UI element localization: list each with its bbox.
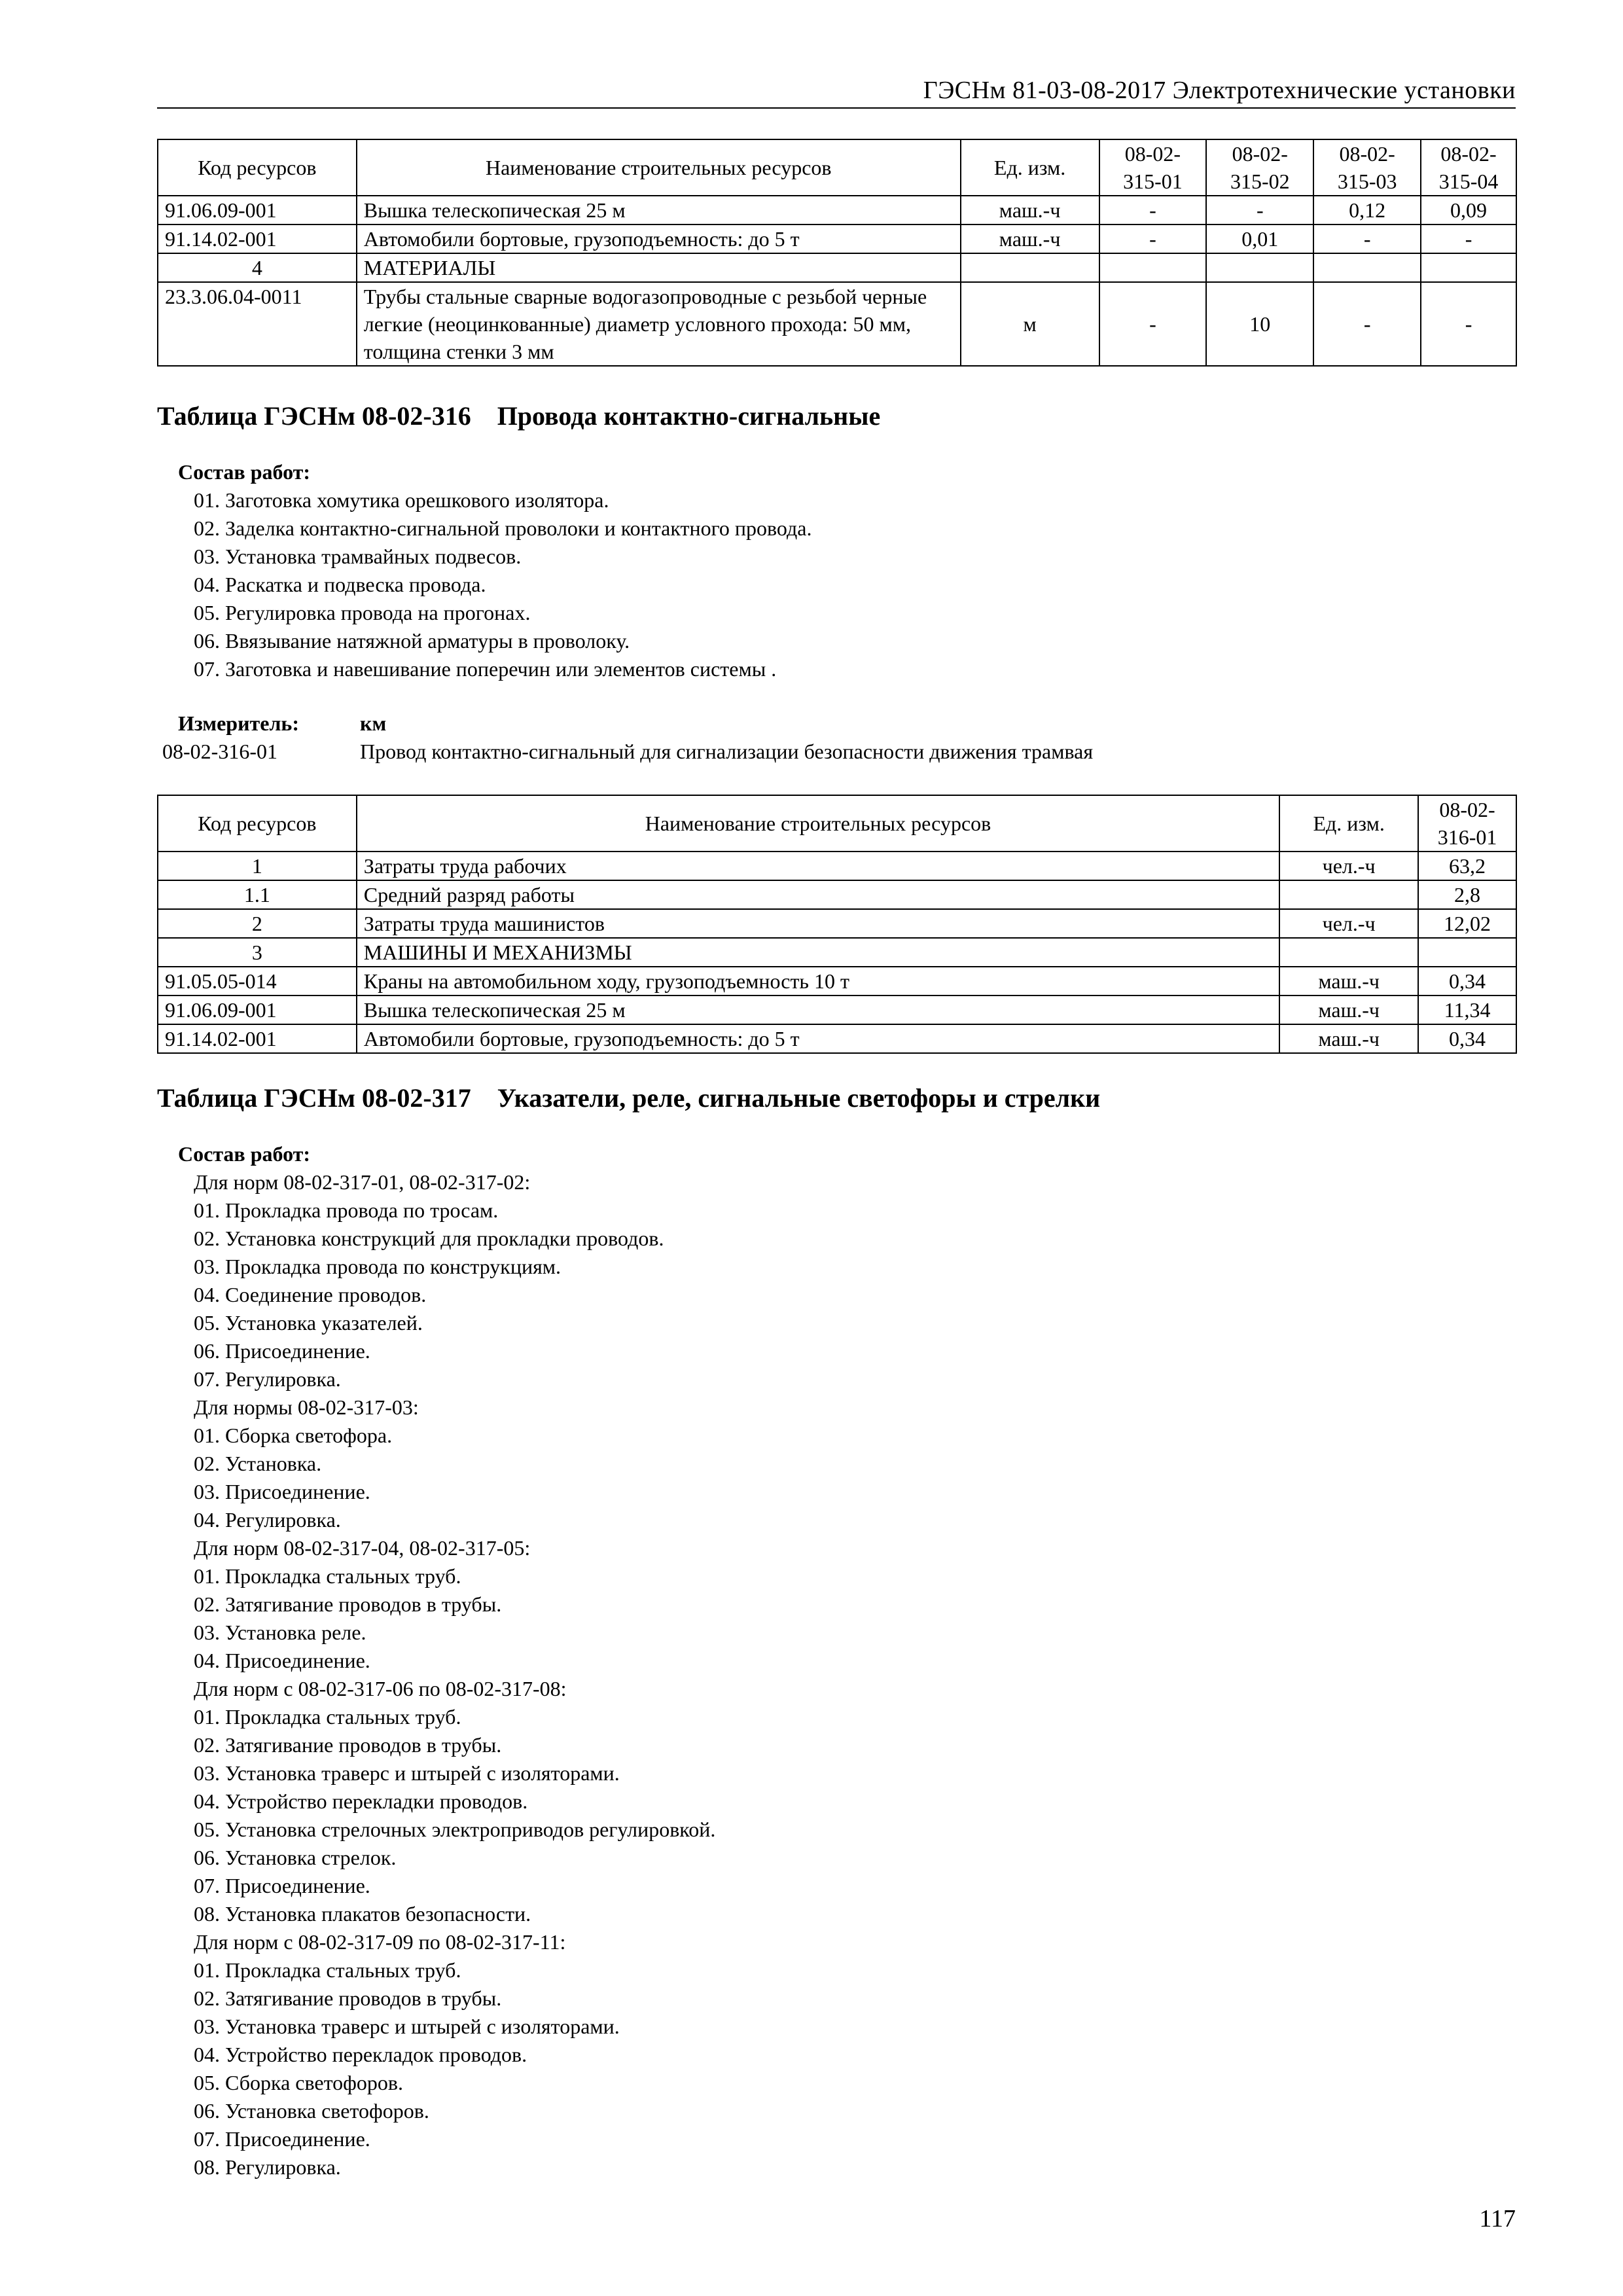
table-header-row <box>158 139 1516 196</box>
list-item: 03. Присоединение. <box>194 1480 370 1503</box>
works-header: Состав работ: <box>178 460 311 484</box>
table-row: 2 Затраты труда машинистов чел.-ч 12,02 <box>158 909 1516 938</box>
col-norm: 08-02- 316-01 <box>1418 795 1516 852</box>
table-row: 91.06.09-001 Вышка телескопическая 25 м маш.-ч - - 0,12 0,09 <box>158 196 1516 224</box>
col-norm: 08-02- 315-03 <box>1313 139 1421 196</box>
list-item: Для норм с 08-02-317-06 по 08-02-317-08: <box>194 1677 567 1700</box>
measure-label: Измеритель: <box>178 711 299 735</box>
list-item: 06. Присоединение. <box>194 1339 370 1363</box>
list-item: 07. Присоединение. <box>194 1874 370 1897</box>
table-row: 1.1 Средний разряд работы 2,8 <box>158 880 1516 909</box>
norm-name: Провод контактно-сигнальный для сигнализации безопасности движения трамвая <box>360 740 1094 763</box>
col-unit: Ед. изм. <box>961 139 1099 196</box>
col-norm: 08-02- 315-04 <box>1421 139 1516 196</box>
list-item: 02. Заделка контактно-сигнальной проволоки и контактного провода. <box>194 516 812 540</box>
list-item: Для норм 08-02-317-01, 08-02-317-02: <box>194 1170 531 1194</box>
list-item: 02. Установка. <box>194 1452 322 1475</box>
resources-table-316 <box>157 795 1517 1054</box>
norm-code: 08-02-316-01 <box>162 740 277 763</box>
list-item: 01. Прокладка стальных труб. <box>194 1705 461 1729</box>
list-item: Для норм с 08-02-317-09 по 08-02-317-11: <box>194 1930 566 1954</box>
list-item: 02. Затягивание проводов в трубы. <box>194 1733 502 1757</box>
list-item: 03. Установка траверс и штырей с изоляторами. <box>194 2015 620 2038</box>
table-row: 91.06.09-001 Вышка телескопическая 25 м маш.-ч 11,34 <box>158 996 1516 1024</box>
page-number: 117 <box>1479 2205 1516 2233</box>
table-row: 91.05.05-014 Краны на автомобильном ходу, грузоподъемность 10 т маш.-ч 0,34 <box>158 967 1516 996</box>
list-item: 01. Сборка светофора. <box>194 1424 393 1447</box>
list-item: 06. Установка стрелок. <box>194 1846 397 1869</box>
works-header: Состав работ: <box>178 1142 311 1166</box>
resources-table-315 <box>157 139 1517 367</box>
section-title-317: Таблица ГЭСНм 08-02-317 Указатели, реле, сигнальные светофоры и стрелки <box>157 1083 1101 1113</box>
list-item: 04. Присоединение. <box>194 1649 370 1672</box>
table-row: 91.14.02-001 Автомобили бортовые, грузоподъемность: до 5 т маш.-ч 0,34 <box>158 1024 1516 1053</box>
col-name: Наименование строительных ресурсов <box>357 795 1279 852</box>
works-list-316 <box>157 458 812 683</box>
list-item: 06. Ввязывание натяжной арматуры в проволоку. <box>194 629 630 653</box>
col-code: Код ресурсов <box>158 139 357 196</box>
col-norm: 08-02- 315-02 <box>1206 139 1313 196</box>
table-section-row: 4 МАТЕРИАЛЫ <box>158 253 1516 282</box>
list-item: 03. Установка трамвайных подвесов. <box>194 545 522 568</box>
col-norm: 08-02- 315-01 <box>1099 139 1207 196</box>
list-item: 03. Установка траверс и штырей с изоляторами. <box>194 1761 620 1785</box>
list-item: 04. Устройство перекладок проводов. <box>194 2043 527 2066</box>
measure-unit: км <box>360 711 387 735</box>
list-item: 07. Заготовка и навешивание поперечин или элементов системы . <box>194 657 777 681</box>
list-item: 02. Установка конструкций для прокладки проводов. <box>194 1227 664 1250</box>
list-item: 03. Установка реле. <box>194 1621 366 1644</box>
table-row: 1 Затраты труда рабочих чел.-ч 63,2 <box>158 852 1516 880</box>
col-code: Код ресурсов <box>158 795 357 852</box>
col-name: Наименование строительных ресурсов <box>357 139 961 196</box>
list-item: 05. Установка стрелочных электроприводов регулировкой. <box>194 1818 716 1841</box>
section-title-316: Таблица ГЭСНм 08-02-316 Провода контактно-сигнальные <box>157 401 881 431</box>
list-item: 05. Регулировка провода на прогонах. <box>194 601 531 624</box>
list-item: 07. Присоединение. <box>194 2127 370 2151</box>
list-item: 02. Затягивание проводов в трубы. <box>194 1986 502 2010</box>
table-header-row <box>158 795 1516 852</box>
header-title: ГЭСНм 81-03-08-2017 Электротехнические установки <box>923 77 1516 104</box>
list-item: 08. Регулировка. <box>194 2155 341 2179</box>
works-list-317 <box>157 1140 715 2181</box>
list-item: 07. Регулировка. <box>194 1367 341 1391</box>
page-header <box>157 73 1516 109</box>
list-item: 04. Раскатка и подвеска провода. <box>194 573 486 596</box>
list-item: 02. Затягивание проводов в трубы. <box>194 1592 502 1616</box>
list-item: 06. Установка светофоров. <box>194 2099 429 2123</box>
list-item: 04. Соединение проводов. <box>194 1283 427 1306</box>
list-item: 05. Установка указателей. <box>194 1311 423 1335</box>
list-item: 04. Устройство перекладки проводов. <box>194 1789 528 1813</box>
list-item: 03. Прокладка провода по конструкциям. <box>194 1255 562 1278</box>
list-item: 01. Прокладка стальных труб. <box>194 1564 461 1588</box>
table-section-row: 3 МАШИНЫ И МЕХАНИЗМЫ <box>158 938 1516 967</box>
list-item: Для норм 08-02-317-04, 08-02-317-05: <box>194 1536 531 1560</box>
table-row: 91.14.02-001 Автомобили бортовые, грузоподъемность: до 5 т маш.-ч - 0,01 - - <box>158 224 1516 253</box>
list-item: 04. Регулировка. <box>194 1508 341 1532</box>
measure-block <box>157 709 1517 766</box>
list-item: Для нормы 08-02-317-03: <box>194 1395 419 1419</box>
list-item: 01. Прокладка стальных труб. <box>194 1958 461 1982</box>
list-item: 08. Установка плакатов безопасности. <box>194 1902 531 1926</box>
col-unit: Ед. изм. <box>1279 795 1418 852</box>
list-item: 01. Прокладка провода по тросам. <box>194 1198 499 1222</box>
list-item: 05. Сборка светофоров. <box>194 2071 404 2094</box>
table-row: 23.3.06.04-0011 Трубы стальные сварные водогазопроводные с резьбой черные легкие (неоцинкованные) диаметр условного прохода: 50 мм, толщина стенки 3 мм м - 10 - - <box>158 282 1516 366</box>
list-item: 01. Заготовка хомутика орешкового изолятора. <box>194 488 609 512</box>
